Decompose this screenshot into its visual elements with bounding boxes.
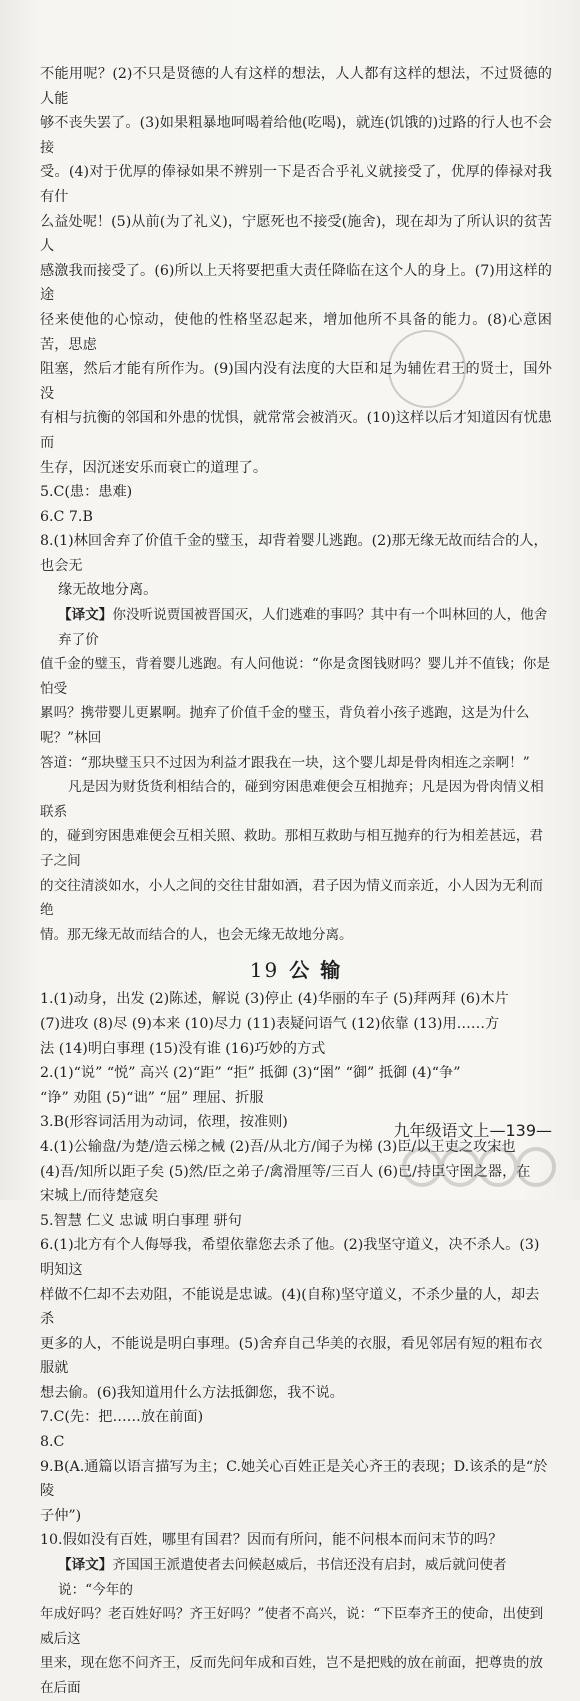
translation-line: 答道：“那块璧玉只不过因为利益才跟我在一块，这个婴儿却是骨肉相连之亲啊！” (40, 754, 530, 771)
answer-item: 4.(1)公输盘/为楚/造云梯之械 (2)吾/从北方/闻子为梯 (3)臣/以王吏之攻宋也 (40, 1138, 516, 1155)
translation-line: 年成好吗？老百姓好吗？齐王好吗？”使者不高兴，说：“下臣奉齐王的使命，出使到威后这 (40, 1606, 544, 1647)
section-number: 19 (249, 958, 280, 983)
answer-item: 6.C 7.B (40, 508, 93, 525)
translation-line: 值千金的璧玉，背着婴儿逃跑。有人问他说：“你是贪图钱财吗？婴儿并不值钱；你是怕受 (40, 656, 550, 697)
text-line: 有相与抗衡的邻国和外患的忧惧，就常常会被消灭。(10)这样以后才知道因有忧患而 (40, 410, 552, 451)
translation-line: 累吗？携带婴儿更累啊。抛弃了价值千金的璧玉，背负着小孩子逃跑，这是为什么呢？”林回 (40, 705, 530, 747)
answer-item: “诤” 劝阻 (5)“诎” “屈” 理屈、折服 (40, 1089, 264, 1106)
text-line: 够不丧失罢了。(3)如果粗暴地呵喝着给他(吃喝)，就连(饥饿的)过路的行人也不会接 (40, 115, 552, 156)
answer-item: 8.(1)林回舍弃了价值千金的璧玉，却背着婴儿逃跑。(2)那无缘无故而结合的人，也会无 (40, 533, 548, 574)
translation-line: 情。那无缘无故而结合的人，也会无缘无故地分离。 (40, 926, 353, 943)
section-heading (40, 955, 552, 985)
translation-line: 里来，现在您不问齐王，反而先问年成和百姓，岂不是把贱的放在前面，把尊贵的放在后面 (40, 1655, 543, 1696)
text-line: 生存，因沉迷安乐而衰亡的道理了。 (40, 459, 268, 476)
answers-section-a (40, 480, 552, 603)
answer-item: 子仲”) (40, 1507, 82, 1524)
answer-item: 6.(1)北方有个人侮辱我，希望依靠您去杀了他。(2)我坚守道义，决不杀人。(3)明知这 (40, 1237, 540, 1278)
answer-item: 想去偷。(6)我知道用什么方法抵御您，我不说。 (40, 1384, 344, 1401)
translation-tag: 【译文】 (58, 1557, 113, 1574)
text-line: 不能用呢？(2)不只是贤德的人有这样的想法，人人都有这样的想法，不过贤德的人能 (40, 66, 552, 107)
text-line: 阻塞，然后才能有所作为。(9)国内没有法度的大臣和足为辅佐君王的贤士，国外没 (40, 361, 552, 402)
translation-tag: 【译文】 (58, 607, 113, 624)
answer-item: 5.C(患：患难) (40, 484, 133, 501)
answer-item: 10.假如没有百姓，哪里有国君？因而有所问，能不问根本而问末节的吗？ (40, 1532, 503, 1549)
text-line: 感激我而接受了。(6)所以上天将要把重大责任降临在这个人的身上。(7)用这样的途 (40, 262, 552, 304)
translation-line: 凡是因为财货货利相结合的，碰到穷困患难便会互相抛弃；凡是因为骨肉情义相联系 (40, 779, 544, 820)
answer-item: (7)进攻 (8)尽 (9)本来 (10)尽力 (11)表疑问语气 (12)依靠 (13)用……方 (40, 1015, 500, 1032)
answer-item: 更多的人，不能说是明白事理。(5)舍弃自己华美的衣服，看见邻居有短的粗布衣服就 (40, 1335, 543, 1377)
page-content (40, 62, 552, 1701)
answer-item: 样做不仁却不去劝阻，不能说是忠诚。(4)(自称)坚守道义，不杀少量的人，却去杀 (40, 1286, 540, 1328)
answers-section-b (40, 987, 552, 1553)
answer-item: 9.B(A.通篇以语言描写为主；C.她关心百姓正是关心齐王的表现；D.该杀的是“於陵 (40, 1458, 548, 1500)
page-footer: 九年级语文上—139— (393, 1121, 552, 1140)
translation-line: 的交往清淡如水，小人之间的交往甘甜如酒，君子因为情义而亲近，小人因为无利而绝 (40, 877, 543, 919)
translation-line (40, 1553, 552, 1602)
intro-translation-block (40, 62, 552, 480)
translation-line: 的，碰到穷困患难便会互相关照、救助。那相互救助与相互抛弃的行为相差甚远，君子之间 (40, 828, 543, 869)
text-line: 么益处呢！(5)从前(为了礼义)，宁愿死也不接受(施舍)，现在却为了所认识的贫苦人 (40, 213, 552, 255)
answer-item: 2.(1)“说” “悦” 高兴 (2)“距” “拒” 抵御 (3)“圉” “御” 抵御 (4)“争” (40, 1065, 461, 1082)
translation-block-b (40, 1553, 552, 1701)
text-line: 径来使他的心惊动，使他的性格坚忍起来，增加他所不具备的能力。(8)心意困苦，思虑 (40, 311, 552, 353)
answer-item: 法 (14)明白事理 (15)没有谁 (16)巧妙的方式 (40, 1040, 326, 1057)
answer-item: 1.(1)动身，出发 (2)陈述，解说 (3)停止 (4)华丽的车子 (5)拜两拜 (6)木片 (40, 991, 509, 1008)
site-watermark-logo (402, 1140, 570, 1194)
translation-block-a (40, 603, 552, 947)
answer-item: 8.C (40, 1434, 65, 1451)
answer-item: 缘无故地分离。 (58, 582, 158, 599)
answer-item: 5.智慧 仁义 忠诚 明白事理 骈句 (40, 1212, 242, 1229)
answer-item: 3.B(形容词活用为动词，依理，按准则) (40, 1114, 288, 1131)
answer-item: 宋城上/而待楚寇矣 (40, 1188, 159, 1205)
translation-line (40, 603, 552, 652)
answer-item: 7.C(先：把……放在前面) (40, 1409, 204, 1426)
answer-item: (4)吾/知所以距子矣 (5)然/臣之弟子/禽滑厘等/三百人 (6)已/持臣守圉之器，在 (40, 1163, 531, 1180)
section-title: 公 输 (289, 958, 343, 983)
translation-text: 齐国国王派遣使者去问候赵威后，书信还没有启封，威后就问使者说：“今年的 (58, 1557, 507, 1598)
text-line: 受。(4)对于优厚的俸禄如果不辨别一下是否合乎礼义就接受了，优厚的俸禄对我有什 (40, 164, 552, 205)
translation-text: 你没听说贾国被晋国灭，人们逃难的事吗？其中有一个叫林回的人，他舍弃了价 (58, 607, 548, 648)
